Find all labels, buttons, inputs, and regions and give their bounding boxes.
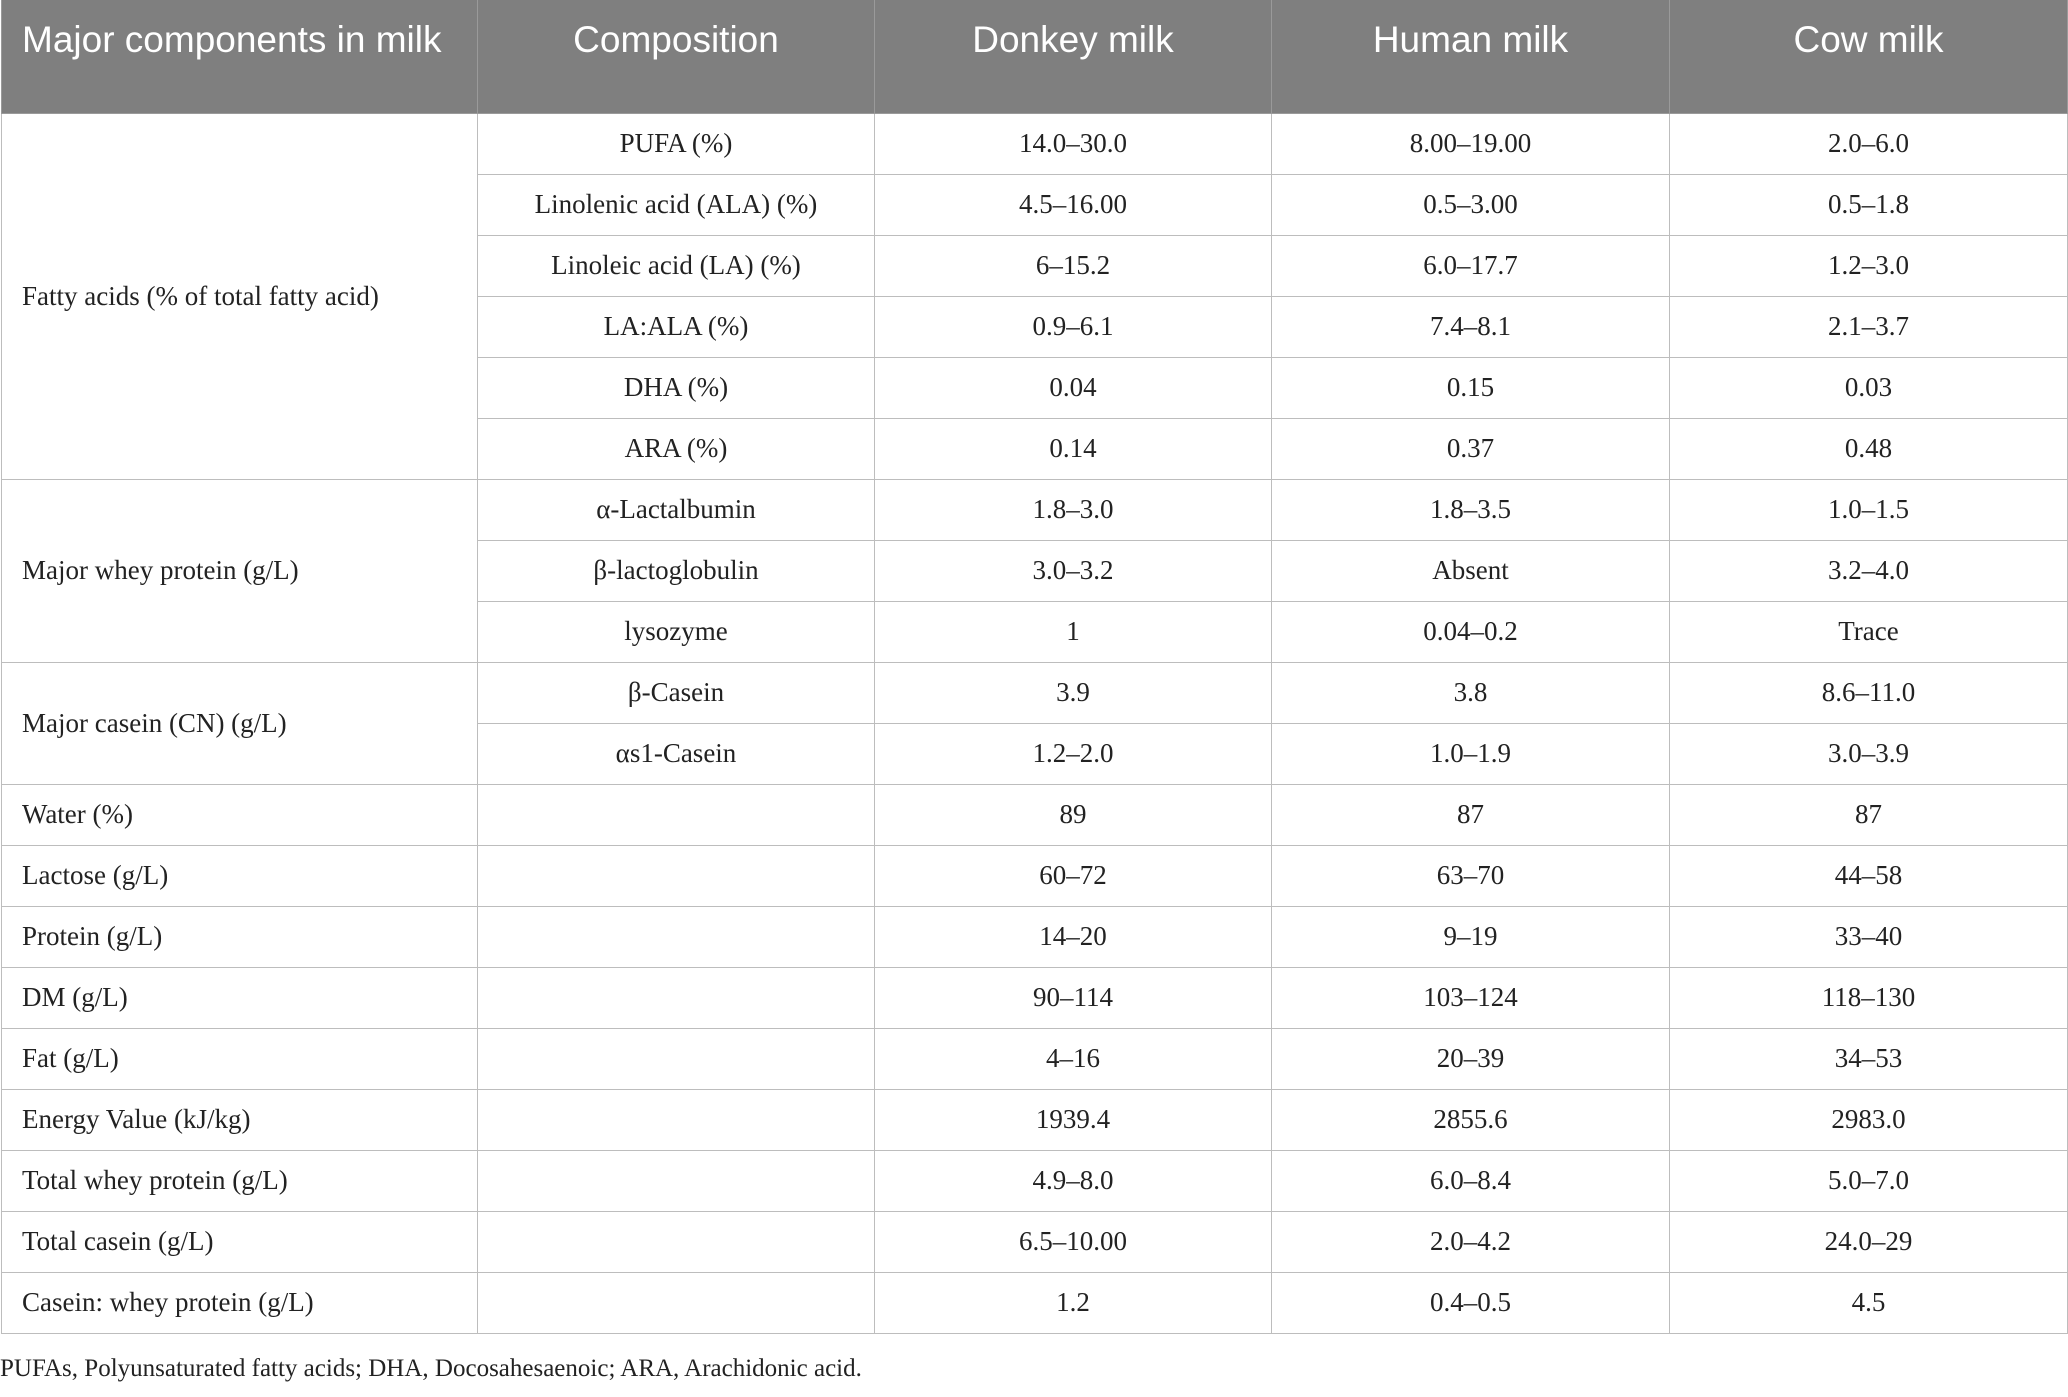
cow-milk-cell: Trace [1670,601,2068,662]
human-milk-cell: 6.0–17.7 [1272,235,1670,296]
human-milk-cell: 9–19 [1272,906,1670,967]
cow-milk-cell: 0.48 [1670,418,2068,479]
composition-cell [478,1211,875,1272]
donkey-milk-cell: 1.2–2.0 [875,723,1272,784]
donkey-milk-cell: 1.8–3.0 [875,479,1272,540]
table-row [2,1150,2068,1211]
composition-cell [478,1272,875,1333]
cow-milk-cell: 0.03 [1670,357,2068,418]
human-milk-cell: Absent [1272,540,1670,601]
donkey-milk-cell: 14.0–30.0 [875,113,1272,174]
component-cell: DM (g/L) [2,967,478,1028]
composition-cell [478,967,875,1028]
composition-cell [478,784,875,845]
composition-cell [478,906,875,967]
donkey-milk-cell: 6.5–10.00 [875,1211,1272,1272]
component-cell: Energy Value (kJ/kg) [2,1089,478,1150]
composition-cell: ARA (%) [478,418,875,479]
table-row [2,1272,2068,1333]
header-donkey-milk: Donkey milk [875,0,1272,113]
cow-milk-cell: 33–40 [1670,906,2068,967]
table-body [2,113,2068,1333]
human-milk-cell: 0.04–0.2 [1272,601,1670,662]
cow-milk-cell: 44–58 [1670,845,2068,906]
cow-milk-cell: 87 [1670,784,2068,845]
donkey-milk-cell: 0.04 [875,357,1272,418]
human-milk-cell: 7.4–8.1 [1272,296,1670,357]
composition-cell [478,1089,875,1150]
composition-cell: lysozyme [478,601,875,662]
donkey-milk-cell: 3.9 [875,662,1272,723]
table-row [2,1089,2068,1150]
composition-cell: Linolenic acid (ALA) (%) [478,174,875,235]
donkey-milk-cell: 0.9–6.1 [875,296,1272,357]
composition-cell: αs1-Casein [478,723,875,784]
human-milk-cell: 0.37 [1272,418,1670,479]
donkey-milk-cell: 1.2 [875,1272,1272,1333]
composition-cell [478,845,875,906]
human-milk-cell: 87 [1272,784,1670,845]
donkey-milk-cell: 14–20 [875,906,1272,967]
donkey-milk-cell: 1 [875,601,1272,662]
component-cell: Fatty acids (% of total fatty acid) [2,113,478,479]
composition-cell [478,1150,875,1211]
donkey-milk-cell: 4.9–8.0 [875,1150,1272,1211]
donkey-milk-cell: 89 [875,784,1272,845]
donkey-milk-cell: 90–114 [875,967,1272,1028]
cow-milk-cell: 2.0–6.0 [1670,113,2068,174]
cow-milk-cell: 3.0–3.9 [1670,723,2068,784]
composition-cell: β-Casein [478,662,875,723]
human-milk-cell: 0.5–3.00 [1272,174,1670,235]
component-cell: Major casein (CN) (g/L) [2,662,478,784]
cow-milk-cell: 1.0–1.5 [1670,479,2068,540]
table-header [2,0,2068,113]
header-cow-milk: Cow milk [1670,0,2068,113]
human-milk-cell: 2855.6 [1272,1089,1670,1150]
cow-milk-cell: 0.5–1.8 [1670,174,2068,235]
human-milk-cell: 1.0–1.9 [1272,723,1670,784]
human-milk-cell: 0.15 [1272,357,1670,418]
table-footnote: PUFAs, Polyunsaturated fatty acids; DHA, Docosahesaenoic; ARA, Arachidonic acid. [0,1355,862,1382]
composition-cell: DHA (%) [478,357,875,418]
table-row [2,967,2068,1028]
human-milk-cell: 0.4–0.5 [1272,1272,1670,1333]
composition-cell: β-lactoglobulin [478,540,875,601]
component-cell: Total casein (g/L) [2,1211,478,1272]
table-row [2,113,2068,174]
human-milk-cell: 63–70 [1272,845,1670,906]
component-cell: Total whey protein (g/L) [2,1150,478,1211]
human-milk-cell: 20–39 [1272,1028,1670,1089]
component-cell: Water (%) [2,784,478,845]
donkey-milk-cell: 0.14 [875,418,1272,479]
composition-cell: Linoleic acid (LA) (%) [478,235,875,296]
composition-cell: α-Lactalbumin [478,479,875,540]
header-composition: Composition [478,0,875,113]
table-row [2,845,2068,906]
table-row [2,1211,2068,1272]
human-milk-cell: 3.8 [1272,662,1670,723]
human-milk-cell: 2.0–4.2 [1272,1211,1670,1272]
human-milk-cell: 6.0–8.4 [1272,1150,1670,1211]
donkey-milk-cell: 60–72 [875,845,1272,906]
human-milk-cell: 103–124 [1272,967,1670,1028]
cow-milk-cell: 2.1–3.7 [1670,296,2068,357]
component-cell: Fat (g/L) [2,1028,478,1089]
table-row [2,784,2068,845]
composition-cell: LA:ALA (%) [478,296,875,357]
cow-milk-cell: 34–53 [1670,1028,2068,1089]
cow-milk-cell: 1.2–3.0 [1670,235,2068,296]
cow-milk-cell: 2983.0 [1670,1089,2068,1150]
human-milk-cell: 8.00–19.00 [1272,113,1670,174]
component-cell: Major whey protein (g/L) [2,479,478,662]
component-cell: Protein (g/L) [2,906,478,967]
table-row [2,479,2068,540]
cow-milk-cell: 118–130 [1670,967,2068,1028]
donkey-milk-cell: 3.0–3.2 [875,540,1272,601]
cow-milk-cell: 4.5 [1670,1272,2068,1333]
header-row [2,0,2068,113]
composition-cell: PUFA (%) [478,113,875,174]
cow-milk-cell: 5.0–7.0 [1670,1150,2068,1211]
table-row [2,662,2068,723]
component-cell: Lactose (g/L) [2,845,478,906]
human-milk-cell: 1.8–3.5 [1272,479,1670,540]
donkey-milk-cell: 4.5–16.00 [875,174,1272,235]
header-major-components: Major components in milk [2,0,478,113]
donkey-milk-cell: 1939.4 [875,1089,1272,1150]
donkey-milk-cell: 6–15.2 [875,235,1272,296]
table-row [2,1028,2068,1089]
header-human-milk: Human milk [1272,0,1670,113]
cow-milk-cell: 24.0–29 [1670,1211,2068,1272]
table-row [2,906,2068,967]
cow-milk-cell: 3.2–4.0 [1670,540,2068,601]
component-cell: Casein: whey protein (g/L) [2,1272,478,1333]
composition-cell [478,1028,875,1089]
donkey-milk-cell: 4–16 [875,1028,1272,1089]
milk-composition-table [1,0,2068,1334]
cow-milk-cell: 8.6–11.0 [1670,662,2068,723]
